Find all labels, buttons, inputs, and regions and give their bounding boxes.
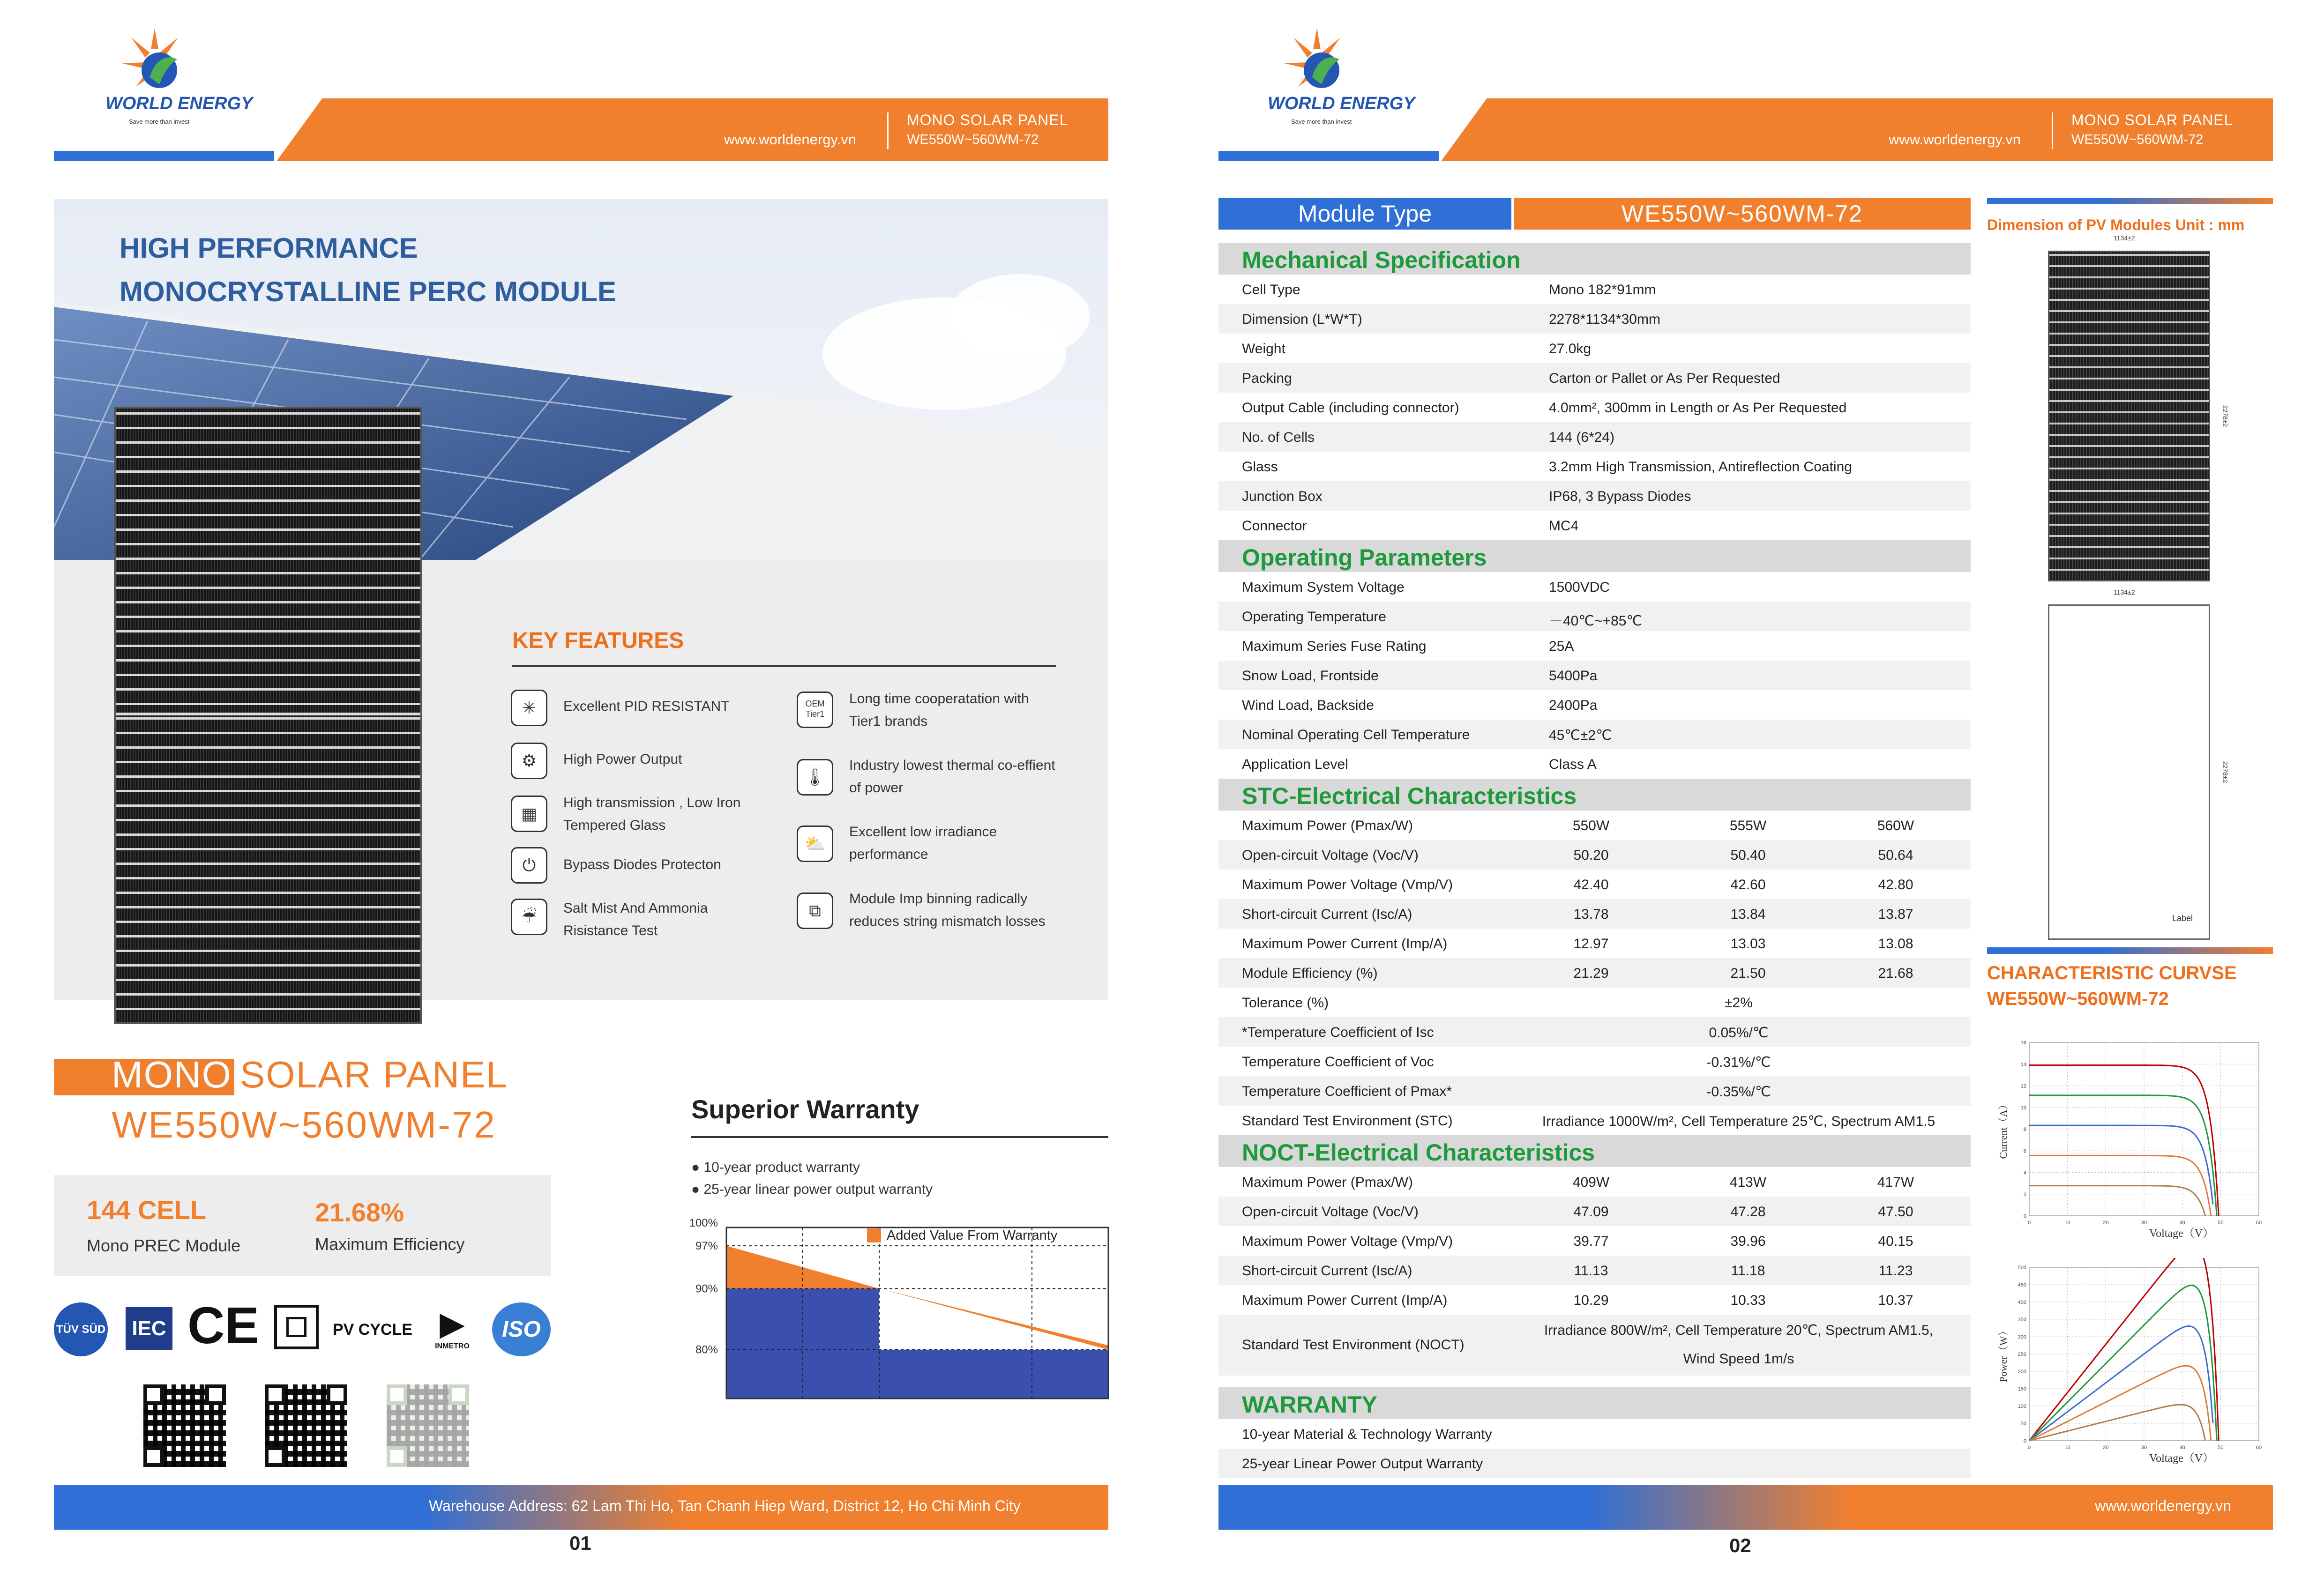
curve-x-tick: 10 xyxy=(2064,1220,2070,1226)
spec-row xyxy=(1218,363,1971,393)
curve-y-tick: 12 xyxy=(2020,1083,2026,1089)
warranty-chart xyxy=(684,1209,1111,1410)
solar-panel-word: SOLAR PANEL xyxy=(240,1054,508,1095)
header-orange-band xyxy=(276,98,1108,161)
spec-label: Dimension (L*W*T) xyxy=(1242,312,1362,327)
curve-x-tick: 30 xyxy=(2141,1445,2147,1451)
spec-row xyxy=(1218,1076,1971,1106)
warranty-y-tick: 100% xyxy=(689,1217,718,1229)
solar-panel-midline xyxy=(116,713,420,715)
header-model: WE550W~560WM-72 xyxy=(2071,132,2204,147)
warranty-bullet-text: 10-year product warranty xyxy=(703,1160,860,1175)
spec-label: Maximum System Voltage xyxy=(1242,580,1405,595)
spec-row xyxy=(1218,958,1971,988)
spec-label: Standard Test Environment (STC) xyxy=(1242,1113,1453,1129)
curve-y-tick: 2 xyxy=(2023,1191,2026,1198)
spec-value-555w: 13.84 xyxy=(1730,907,1766,922)
warranty-bullet-text: 25-year linear power output warranty xyxy=(703,1182,933,1197)
hero-title-line1: HIGH PERFORMANCE xyxy=(120,232,418,264)
spec-value-560w: 11.23 xyxy=(1878,1263,1913,1279)
spec-label: Glass xyxy=(1242,459,1278,475)
curve-title-2: WE550W~560WM-72 xyxy=(1987,989,2169,1009)
curve-title-1: CHARACTERISTIC CURVSE xyxy=(1987,963,2237,983)
spec-value: MC4 xyxy=(1549,518,1579,534)
header-website: www.worldenergy.vn xyxy=(1889,131,2021,148)
mono-word: MONO xyxy=(112,1054,232,1095)
noct-header-text: NOCT-Electrical Characteristics xyxy=(1242,1139,1595,1166)
curve-y-label: Current（A） xyxy=(1997,1099,2009,1159)
brand-name: WORLD ENERGY xyxy=(105,94,253,113)
spec-value: -0.35%/℃ xyxy=(1706,1084,1771,1100)
curve-x-tick: 40 xyxy=(2179,1220,2185,1226)
cell-count: 144 CELL xyxy=(87,1195,207,1225)
curve-y-tick: 0 xyxy=(2023,1213,2026,1219)
mech-spec-header xyxy=(1218,243,1971,275)
curve-x-tick: 20 xyxy=(2103,1445,2109,1451)
header-product-line: MONO SOLAR PANEL xyxy=(2071,112,2233,128)
spec-value: 27.0kg xyxy=(1549,341,1592,357)
feature-text: Bypass Diodes Protecton xyxy=(563,857,721,872)
spec-row xyxy=(1218,840,1971,870)
salt-mist-icon: ☔ xyxy=(511,899,547,935)
spec-value-560w: 560W xyxy=(1877,818,1914,833)
header-blue-strip xyxy=(54,151,274,161)
spec-row xyxy=(1218,1315,1971,1376)
spec-label: Packing xyxy=(1242,371,1292,386)
curve-y-label: Power（W） xyxy=(1997,1325,2009,1383)
spec-label: Output Cable (including connector) xyxy=(1242,400,1459,416)
spec-value: IP68, 3 Bypass Diodes xyxy=(1549,489,1691,504)
dim-length-front: 2278±2 xyxy=(2221,405,2229,427)
curve-y-tick: 14 xyxy=(2020,1062,2026,1068)
spec-row xyxy=(1218,749,1971,779)
spec-label: Nominal Operating Cell Temperature xyxy=(1242,727,1470,743)
spec-label: *Temperature Coefficient of Isc xyxy=(1242,1025,1434,1040)
module-type-label: Module Type xyxy=(1218,198,1511,230)
spec-label: Module Efficiency (%) xyxy=(1242,966,1378,981)
model-title: WE550W~560WM-72 xyxy=(112,1104,496,1146)
curve-x-tick: 50 xyxy=(2218,1445,2224,1451)
spec-value-555w: 11.18 xyxy=(1731,1263,1765,1279)
spec-row xyxy=(1218,690,1971,720)
spec-label: Short-circuit Current (Isc/A) xyxy=(1242,1263,1412,1279)
spec-value-550w: 39.77 xyxy=(1573,1234,1609,1249)
curve-y-tick: 0 xyxy=(2023,1438,2026,1444)
spec-value: 5400Pa xyxy=(1549,668,1598,684)
inmetro-label: INMETRO xyxy=(435,1342,470,1350)
header-divider xyxy=(887,112,889,149)
spec-value: Irradiance 800W/m², Cell Temperature 20℃, Spectrum AM1.5, xyxy=(1544,1323,1934,1338)
curve-x-tick: 30 xyxy=(2141,1220,2147,1226)
dim-width-back: 1134±2 xyxy=(2114,588,2135,596)
pv-cycle-icon: PV CYCLE xyxy=(332,1321,413,1339)
solar-panel-image xyxy=(114,407,422,1024)
spec-label: Operating Temperature xyxy=(1242,609,1386,625)
spec-value: Irradiance 1000W/m², Cell Temperature 25℃, Spectrum AM1.5 xyxy=(1542,1114,1935,1129)
oem-tier1-icon: OEM Tier1 xyxy=(797,692,833,728)
spec-row xyxy=(1218,452,1971,481)
spec-value: 3.2mm High Transmission, Antireflection Coating xyxy=(1549,459,1852,475)
spec-value-555w: 42.60 xyxy=(1730,877,1766,893)
iv-curve-chart xyxy=(1996,1033,2268,1244)
curve-x-tick: 10 xyxy=(2064,1445,2070,1451)
spec-value-560w: 21.68 xyxy=(1878,966,1913,981)
feature-text: High Power Output xyxy=(563,751,682,767)
spec-label: No. of Cells xyxy=(1242,430,1315,445)
spec-row xyxy=(1218,811,1971,840)
curve-y-tick: 8 xyxy=(2023,1127,2026,1132)
warranty-bullet: ● 25-year linear power output warranty xyxy=(691,1182,933,1197)
feature-text: Module Imp binning radically reduces string mismatch losses xyxy=(849,891,1046,929)
spec-value-555w: 10.33 xyxy=(1730,1293,1766,1308)
spec-value-555w: 555W xyxy=(1729,818,1767,833)
spec-value-550w: 550W xyxy=(1572,818,1610,833)
operating-params-header xyxy=(1218,540,1971,572)
spec-value: -0.31%/℃ xyxy=(1706,1055,1771,1070)
spec-value: 4.0mm², 300mm in Length or As Per Requested xyxy=(1549,400,1847,416)
header-product-line: MONO SOLAR PANEL xyxy=(907,112,1069,128)
spec-row xyxy=(1218,1017,1971,1047)
ce-mark-icon: CE xyxy=(187,1297,259,1354)
warranty-header-text: WARRANTY xyxy=(1242,1391,1377,1418)
spec-row xyxy=(1218,1167,1971,1197)
spec-label: Open-circuit Voltage (Voc/V) xyxy=(1242,1204,1419,1220)
header-blue-strip xyxy=(1218,151,1439,161)
spec-row xyxy=(1218,988,1971,1017)
efficiency-value: 21.68% xyxy=(315,1198,404,1227)
spec-value: －40℃~+85℃ xyxy=(1549,613,1643,629)
footer-website: www.worldenergy.vn xyxy=(2095,1497,2232,1514)
spec-value: Class A xyxy=(1549,757,1597,772)
inmetro-icon: ▶ INMETRO xyxy=(429,1305,476,1352)
iec-icon: IEC xyxy=(126,1307,172,1350)
curve-x-tick: 40 xyxy=(2179,1445,2185,1451)
curve-x-tick: 20 xyxy=(2103,1220,2109,1226)
qr-code-1[interactable] xyxy=(143,1384,226,1467)
curve-x-tick: 50 xyxy=(2218,1220,2224,1226)
spec-value-560w: 50.64 xyxy=(1878,848,1913,863)
spec-value-555w: 50.40 xyxy=(1730,848,1766,863)
spec-value-555w: 13.03 xyxy=(1730,936,1766,952)
curve-y-tick: 350 xyxy=(2018,1317,2026,1323)
spec-row xyxy=(1218,929,1971,958)
spec-label: Maximum Power Voltage (Vmp/V) xyxy=(1242,877,1453,893)
spec-row xyxy=(1218,899,1971,929)
spec-label: Maximum Power Voltage (Vmp/V) xyxy=(1242,1234,1453,1249)
mech-spec-header-text: Mechanical Specification xyxy=(1242,247,1521,273)
spec-value-555w: 39.96 xyxy=(1730,1234,1766,1249)
spec-label: Maximum Power Current (Imp/A) xyxy=(1242,1293,1448,1308)
spec-row xyxy=(1218,870,1971,899)
page-number: 02 xyxy=(1729,1534,1751,1556)
brand-name: WORLD ENERGY xyxy=(1268,94,1415,113)
spec-value-560w: 40.15 xyxy=(1878,1234,1913,1249)
spec-value-560w: 42.80 xyxy=(1878,877,1913,893)
spec-value-550w: 13.78 xyxy=(1573,907,1609,922)
warranty-row-text: 10-year Material & Technology Warranty xyxy=(1242,1427,1492,1442)
spec-label: Weight xyxy=(1242,341,1285,357)
feature-text: Industry lowest thermal co-effient of power xyxy=(849,758,1055,796)
page-2 xyxy=(1162,0,2324,1577)
spec-label: Tolerance (%) xyxy=(1242,995,1329,1011)
world-energy-logo-icon xyxy=(1279,26,1354,96)
curve-y-tick: 400 xyxy=(2018,1300,2026,1305)
stc-header-text: STC-Electrical Characteristics xyxy=(1242,783,1577,809)
spec-value-555w: 21.50 xyxy=(1730,966,1766,981)
warehouse-address: Warehouse Address: 62 Lam Thi Ho, Tan Chanh Hiep Ward, District 12, Ho Chi Minh City xyxy=(429,1497,1021,1514)
spec-row xyxy=(1218,1106,1971,1135)
spec-value: 1500VDC xyxy=(1549,580,1610,595)
key-features-rule xyxy=(512,665,1056,667)
curve-y-tick: 500 xyxy=(2018,1265,2026,1271)
spec-row xyxy=(1218,572,1971,602)
warranty-header xyxy=(1218,1387,1971,1419)
curve-y-tick: 100 xyxy=(2018,1404,2026,1409)
spec-row xyxy=(1218,1419,1971,1449)
spec-row xyxy=(1218,1285,1971,1315)
dim-label-text: Label xyxy=(2172,914,2193,923)
spec-value-560w: 13.87 xyxy=(1878,907,1913,922)
header-model: WE550W~560WM-72 xyxy=(907,132,1039,147)
spec-value-560w: 10.37 xyxy=(1878,1293,1913,1308)
spec-value-550w: 47.09 xyxy=(1573,1204,1609,1220)
spec-value: Wind Speed 1m/s xyxy=(1683,1351,1794,1367)
curve-x-label: Voltage（V） xyxy=(2149,1452,2214,1465)
spec-row xyxy=(1218,304,1971,334)
spec-row xyxy=(1218,631,1971,661)
spec-label: Application Level xyxy=(1242,757,1348,772)
module-type-value: WE550W~560WM-72 xyxy=(1514,198,1971,230)
tempered-glass-icon: ▦ xyxy=(511,796,547,832)
brand-tagline: Save more than invest xyxy=(129,118,190,125)
page-number: 01 xyxy=(569,1532,591,1554)
curve-y-tick: 200 xyxy=(2018,1369,2026,1375)
curve-x-tick: 0 xyxy=(2027,1220,2031,1226)
pid-resistant-icon: ✳ xyxy=(511,690,547,726)
spec-label: Maximum Series Fuse Rating xyxy=(1242,639,1427,654)
spec-row xyxy=(1218,720,1971,749)
warranty-y-tick: 90% xyxy=(695,1282,718,1295)
spec-row xyxy=(1218,275,1971,304)
spec-label: Temperature Coefficient of Pmax* xyxy=(1242,1084,1452,1099)
low-irradiance-icon: ⛅ xyxy=(797,826,833,862)
spec-label: Maximum Power Current (Imp/A) xyxy=(1242,936,1448,952)
spec-row xyxy=(1218,1197,1971,1226)
spec-value: 2278*1134*30mm xyxy=(1549,312,1660,327)
curve-x-tick: 0 xyxy=(2027,1445,2031,1451)
warranty-legend-swatch xyxy=(867,1228,881,1242)
feature-text: Excellent PID RESISTANT xyxy=(563,699,730,714)
qr-code-2[interactable] xyxy=(265,1384,347,1467)
curve-x-label: Voltage（V） xyxy=(2149,1227,2214,1240)
spec-value-550w: 50.20 xyxy=(1573,848,1609,863)
header-website: www.worldenergy.vn xyxy=(724,131,856,148)
iso-icon: ISO xyxy=(492,1302,551,1356)
spec-label: Connector xyxy=(1242,518,1307,534)
spec-label: Open-circuit Voltage (Voc/V) xyxy=(1242,848,1419,863)
bypass-diode-icon: ⏻ xyxy=(511,847,547,884)
feature-text: Excellent low irradiance performance xyxy=(849,824,997,862)
spec-row xyxy=(1218,1449,1971,1478)
spec-value: 0.05%/℃ xyxy=(1709,1025,1769,1041)
qr-code-3[interactable] xyxy=(387,1384,469,1467)
spec-value-550w: 409W xyxy=(1572,1175,1610,1190)
spec-label: Short-circuit Current (Isc/A) xyxy=(1242,907,1412,922)
operating-params-header-text: Operating Parameters xyxy=(1242,544,1487,571)
dim-length-back: 2278±2 xyxy=(2221,761,2229,783)
warranty-y-tick: 80% xyxy=(695,1343,718,1356)
spec-label: Standard Test Environment (NOCT) xyxy=(1242,1337,1465,1353)
spec-value: 2400Pa xyxy=(1549,698,1598,713)
feature-text: Salt Mist And Ammonia Risistance Test xyxy=(563,900,708,938)
noct-header xyxy=(1218,1135,1971,1167)
cell-info-box xyxy=(54,1175,551,1276)
feature-text: Long time cooperatation with Tier1 brands xyxy=(849,691,1029,729)
spec-value: Mono 182*91mm xyxy=(1549,282,1656,298)
warranty-y-tick: 97% xyxy=(695,1240,718,1253)
spec-value-560w: 13.08 xyxy=(1878,936,1913,952)
spec-label: Cell Type xyxy=(1242,282,1300,298)
spec-value-550w: 10.29 xyxy=(1573,1293,1609,1308)
curve-x-tick: 60 xyxy=(2256,1220,2262,1226)
spec-value-555w: 47.28 xyxy=(1730,1204,1766,1220)
spec-value: Carton or Pallet or As Per Requested xyxy=(1549,371,1780,386)
stc-header xyxy=(1218,779,1971,811)
spec-value: 45℃±2℃ xyxy=(1549,728,1612,743)
curve-y-tick: 4 xyxy=(2023,1170,2026,1176)
spec-row xyxy=(1218,1226,1971,1256)
header-orange-band xyxy=(1441,98,2273,161)
curve-y-tick: 50 xyxy=(2020,1421,2026,1427)
curve-y-tick: 10 xyxy=(2020,1105,2026,1111)
spec-value-560w: 47.50 xyxy=(1878,1204,1913,1220)
spec-row xyxy=(1218,1256,1971,1285)
spec-row xyxy=(1218,602,1971,631)
curve-y-tick: 300 xyxy=(2018,1334,2026,1340)
curve-y-tick: 250 xyxy=(2018,1352,2026,1357)
power-output-icon: ⚙ xyxy=(511,743,547,779)
spec-label: Junction Box xyxy=(1242,489,1323,504)
spec-value: 144 (6*24) xyxy=(1549,430,1615,445)
hero-title-line2: MONOCRYSTALLINE PERC MODULE xyxy=(120,276,616,307)
warranty-base-area xyxy=(726,1288,1108,1398)
thermometer-icon: 🌡 xyxy=(797,759,833,796)
spec-value-550w: 42.40 xyxy=(1573,877,1609,893)
warranty-legend-label: Added Value From Warranty xyxy=(887,1228,1058,1243)
spec-label: Temperature Coefficient of Voc xyxy=(1242,1054,1434,1070)
header-divider xyxy=(2052,112,2053,149)
warranty-row-text: 25-year Linear Power Output Warranty xyxy=(1242,1456,1483,1472)
spec-value-550w: 11.13 xyxy=(1574,1263,1608,1279)
dimension-title: Dimension of PV Modules Unit : mm xyxy=(1987,216,2245,233)
curve-y-tick: 6 xyxy=(2023,1148,2026,1154)
world-energy-logo-icon xyxy=(117,26,192,96)
warranty-title: Superior Warranty xyxy=(691,1094,919,1124)
warranty-rule xyxy=(691,1136,1108,1138)
spec-row xyxy=(1218,334,1971,363)
curve-y-tick: 16 xyxy=(2020,1040,2026,1046)
spec-label: Maximum Power (Pmax/W) xyxy=(1242,1175,1413,1190)
spec-row xyxy=(1218,393,1971,422)
efficiency-label: Maximum Efficiency xyxy=(315,1235,465,1254)
binning-icon: ⧉ xyxy=(797,893,833,929)
pv-curve-chart xyxy=(1996,1258,2268,1469)
cell-description: Mono PREC Module xyxy=(87,1236,241,1255)
spec-row xyxy=(1218,481,1971,511)
curve-y-tick: 450 xyxy=(2018,1282,2026,1288)
tuv-sud-icon: TÜV SÜD xyxy=(54,1302,108,1356)
spec-row xyxy=(1218,511,1971,540)
spec-value-550w: 21.29 xyxy=(1573,966,1609,981)
curve-rule xyxy=(1987,947,2273,954)
spec-value-560w: 417W xyxy=(1877,1175,1914,1190)
dimension-rule xyxy=(1987,198,2273,204)
dim-width-top: 1134±2 xyxy=(2114,234,2135,242)
spec-label: Wind Load, Backside xyxy=(1242,698,1374,713)
curve-x-tick: 60 xyxy=(2256,1445,2262,1451)
spec-value-555w: 413W xyxy=(1729,1175,1767,1190)
spec-row xyxy=(1218,422,1971,452)
pv-module-back-drawing xyxy=(2048,604,2210,940)
curve-y-tick: 150 xyxy=(2018,1386,2026,1392)
spec-label: Maximum Power (Pmax/W) xyxy=(1242,818,1413,833)
spec-value: 25A xyxy=(1549,639,1574,654)
key-features-title: KEY FEATURES xyxy=(512,628,684,653)
spec-value-550w: 12.97 xyxy=(1573,936,1609,952)
feature-text: High transmission , Low Iron Tempered Glass xyxy=(563,795,741,833)
warranty-bullet: ● 10-year product warranty xyxy=(691,1160,860,1175)
spec-label: Snow Load, Frontside xyxy=(1242,668,1379,684)
double-insulation-icon xyxy=(274,1305,319,1349)
spec-value: ±2% xyxy=(1725,995,1753,1011)
pv-module-front-drawing xyxy=(2048,251,2210,581)
brand-tagline: Save more than invest xyxy=(1291,118,1352,125)
spec-row xyxy=(1218,1047,1971,1076)
spec-row xyxy=(1218,661,1971,690)
